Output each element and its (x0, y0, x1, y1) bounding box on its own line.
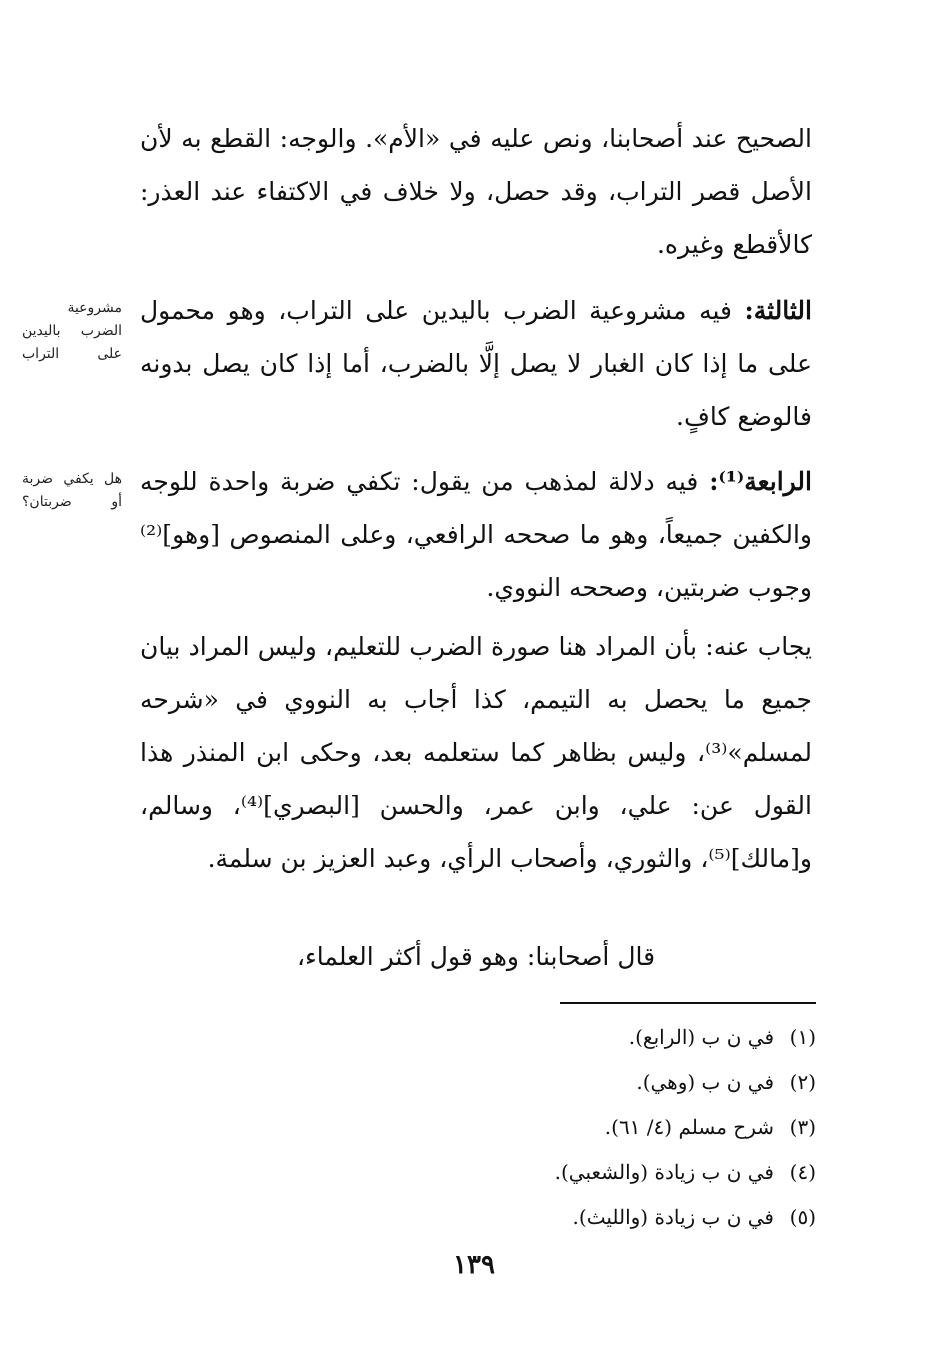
paragraph-5-text: قال أصحابنا: وهو قول أكثر العلماء، (296, 942, 656, 971)
footnote-text: شرح مسلم (٤/ ٦١). (604, 1115, 774, 1139)
paragraph-2-text: فيه مشروعية الضرب باليدين على التراب، وهو محمول على ما إذا كان الغبار لا يصل إلَّا بالضرب، أما إذا كان يصل بدونه فالوضع كافٍ. (140, 296, 812, 431)
footnote-item (140, 1150, 816, 1195)
page-number: ١٣٩ (453, 1250, 495, 1280)
margin-note-2: هل يكفي ضربة أو ضربتان؟ (22, 471, 122, 510)
footnote-item (140, 1015, 816, 1060)
footnote-text: في ن ب زيادة (والليث). (572, 1205, 774, 1229)
paragraph-3-text: فيه دلالة لمذهب من يقول: تكفي ضربة واحدة للوجه والكفين جميعاً، وهو ما صححه الرافعي، وعلى المنصوص [وهو]⁽²⁾ وجوب ضربتين، وصححه النووي. (140, 467, 812, 602)
footnote-number: (٤) (789, 1160, 816, 1184)
paragraph-5 (140, 930, 812, 983)
paragraph-2 (140, 284, 812, 443)
paragraph-3-heading: الرابعة⁽¹⁾: (709, 467, 812, 496)
footnote-separator (560, 1002, 816, 1004)
footnote-text: في ن ب زيادة (والشعبي). (554, 1160, 774, 1184)
footnote-item (140, 1105, 816, 1150)
margin-note-1: مشروعية الضرب باليدين على التراب (22, 300, 122, 362)
footnote-text: في ن ب (وهي). (636, 1070, 774, 1094)
footnote-item (140, 1195, 816, 1240)
paragraph-1 (140, 112, 812, 271)
footnote-number: (١) (789, 1025, 816, 1049)
footnote-text: في ن ب (الرابع). (628, 1025, 774, 1049)
paragraph-4-text: يجاب عنه: بأن المراد هنا صورة الضرب للتعليم، وليس المراد بيان جميع ما يحصل به التيمم، كذا أجاب به النووي في «شرحه لمسلم»⁽³⁾، وليس بظاهر كما ستعلمه بعد، وحكى ابن المنذر هذا القول عن: علي، وابن عمر، والحسن [البصري]⁽⁴⁾، وسالم، و[مالك]⁽⁵⁾، والثوري، وأصحاب الرأي، وعبد العزيز بن سلمة. (140, 632, 812, 873)
footnote-item (140, 1060, 816, 1105)
footnotes (140, 1015, 816, 1240)
paragraph-2-heading: الثالثة: (744, 296, 812, 325)
paragraph-3 (140, 455, 812, 614)
paragraph-4 (140, 620, 812, 885)
footnote-number: (٣) (789, 1115, 816, 1139)
footnote-number: (٥) (789, 1205, 816, 1229)
footnote-number: (٢) (789, 1070, 816, 1094)
paragraph-1-text: الصحيح عند أصحابنا، ونص عليه في «الأم». والوجه: القطع به لأن الأصل قصر التراب، وقد حصل، ولا خلاف في الاكتفاء عند العذر: كالأقطع وغيره. (140, 124, 812, 259)
